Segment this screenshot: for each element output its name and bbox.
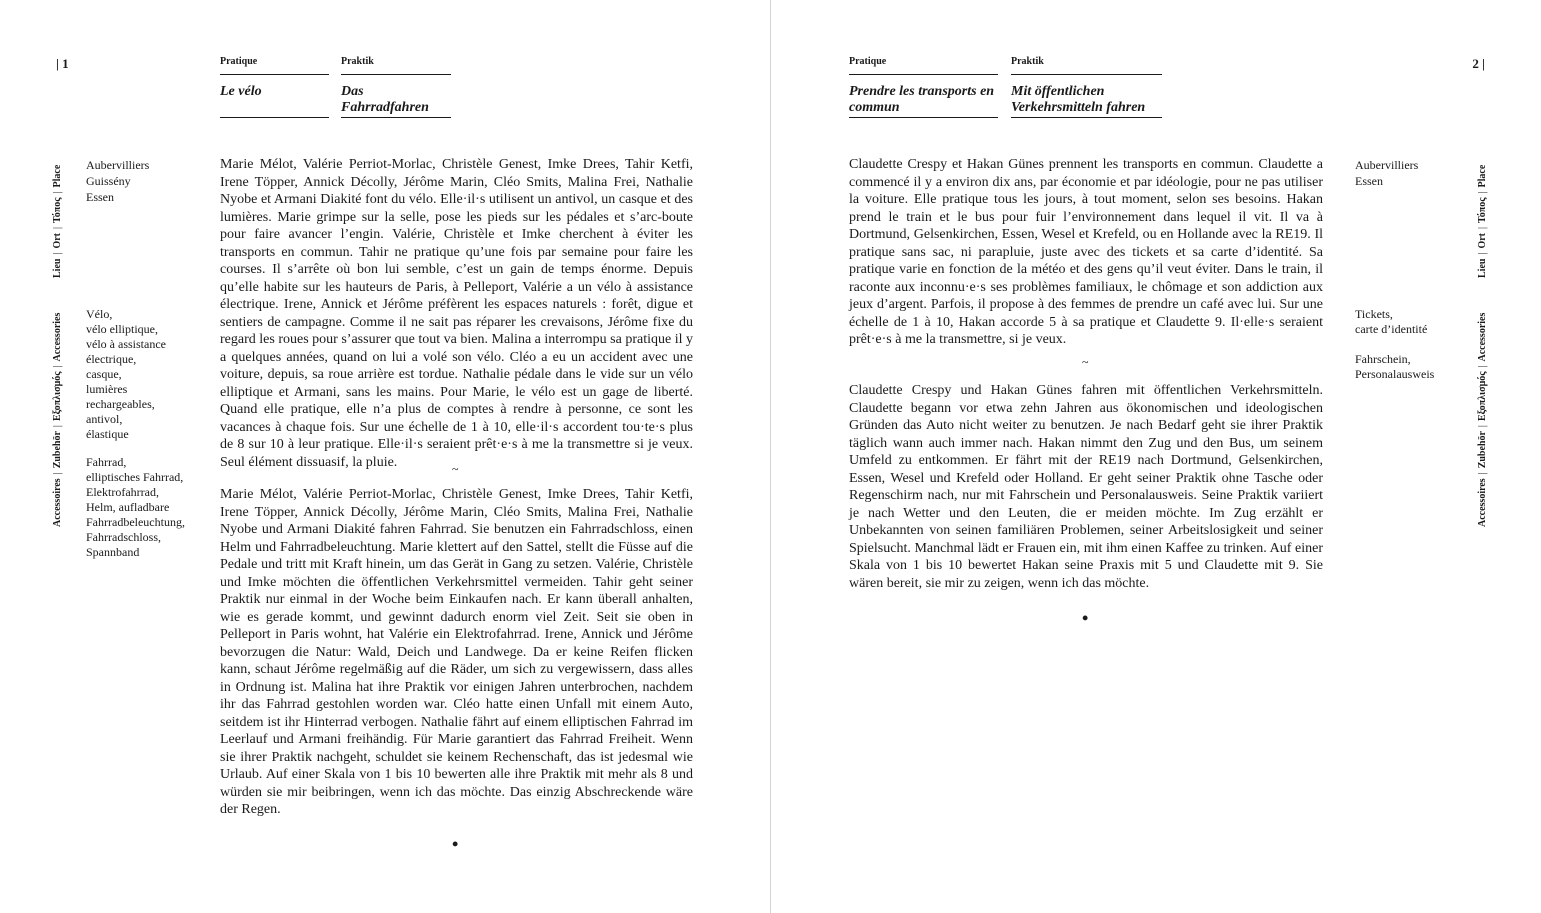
list-item: Personalausweis xyxy=(1355,367,1435,381)
practice-title: Prendre les transports en commun xyxy=(849,84,995,115)
list-item: Spannband xyxy=(86,545,140,559)
section-separator: ~ xyxy=(1082,355,1089,369)
list-item: Guissény xyxy=(86,174,131,188)
header-col-de xyxy=(1011,56,1162,118)
list-item: Tickets, xyxy=(1355,307,1393,321)
accessories-list-fr xyxy=(1355,307,1427,337)
practice-title: Mit öffentlichen Verkehrsmitteln fahren xyxy=(1011,84,1146,115)
list-item: Aubervilliers xyxy=(86,158,150,172)
header-rule xyxy=(1011,117,1162,118)
practice-title: Das Fahrradfahren xyxy=(341,84,429,115)
body-text-fr: Claudette Crespy et Hakan Günes prennent les transports en commun. Claudette a commencé il y a environ dix ans, par économie et par idéologie, pour ne pas utiliser la voiture. Elle pratique tous les jours, à tout moment, selon ses besoins. Hakan prend le train et le bus pour fuir l’environnement dans lequel il vit. Il va à Dortmund, Gelsenkirchen, Essen, Wesel et Krefeld, ou en Hollande avec la RE19. Il pratique sans sac, ni parapluie, juste avec des tickets et sa carte d’identité. Sa pratique varie en fonction de la météo et des gens qu’il veut éviter. Dans le train, il raconte aux inconnu·e·s ses problèmes familiaux, le chômage et son addiction aux jeux d’argent. Parfois, il propose à des femmes de prendre un café avec lui. Sur une échelle de 1 à 10, Hakan accorde 5 à sa pratique et Claudette 9. Il·elle·s seraient prêt·e·s à me la transmettre, si je veux. xyxy=(849,157,1323,347)
body-text-fr: Marie Mélot, Valérie Perriot-Morlac, Christèle Genest, Imke Drees, Tahir Ketfi, Irene Töpper, Annick Décolly, Jérôme Marin, Cléo Smits, Malina Frei, Nathalie Nyobe et Armani Diakité font du vélo. Elle·il·s utilisent un antivol, un casque et des lumières. Marie grimpe sur la selle, pose les pieds sur les pédales et s’arc-boute pour faire avancer l’engin. Valérie, Christèle et Imke cherchent à éviter les transports en commun. Tahir ne pratique qu’une fois par semaine pour faire les courses. Il s’arrête où bon lui semble, c’est un gain de temps énorme. Depuis qu’elle habite sur les hauteurs de Paris, à Pelleport, Valérie a un vélo à assistance électrique. Irene, Annick et Jérôme préfèrent les espaces naturels : forêt, digue et sentiers de campagne. Comme il ne sait pas réparer les crevaisons, Jérôme fixe du regard les roues pour s’assurer que tout va bien. Malina a interrompu sa pratique il y a quelques années, quand on lui a volé son vélo. Cléo a eu un accident avec une voiture, depuis, sa roue arrière est tordue. Nathalie pédale dans le vide sur un vélo elliptique et Armani, sans les mains. Pour Marie, le vélo est un gage de liberté. Quand elle pratique, elle n’a plus de comptes à rendre à personne, ce sont les vacances à chaque fois. Sur une échelle de 1 à 10, elle·il·s accordent tou·te·s plus de 8 sur 10 à leur pratique. Elle·il·s seraient prêt·e·s à me la transmettre si je veux. Seul élément dissuasif, la pluie. xyxy=(220,157,693,470)
page-number: 2 | xyxy=(1472,56,1485,71)
list-item: casque, xyxy=(86,367,122,381)
vertical-label-accessories: Accessoires|Zubehör|Εξοπλισμός|Accessories xyxy=(1477,312,1488,527)
list-item: carte d’identité xyxy=(1355,322,1428,336)
list-item: lumières xyxy=(86,382,128,396)
list-item: Elektrofahrrad, xyxy=(86,485,159,499)
right-page xyxy=(771,0,1541,913)
list-item: Fahrrad, xyxy=(86,455,127,469)
places-list xyxy=(86,157,149,205)
end-mark: • xyxy=(1082,608,1089,628)
places-list xyxy=(1355,157,1418,189)
list-item: Helm, aufladbare xyxy=(86,500,170,514)
vertical-label-place: Lieu|Ort|Τόπος|Place xyxy=(52,164,63,278)
list-item: antivol, xyxy=(86,412,123,426)
list-item: Aubervilliers xyxy=(1355,158,1419,172)
list-item: Fahrschein, xyxy=(1355,352,1411,366)
accessories-list-fr xyxy=(86,307,166,442)
section-separator: ~ xyxy=(452,462,459,476)
list-item: Vélo, xyxy=(86,307,113,321)
header-col-fr xyxy=(849,56,998,118)
header-label: Praktik xyxy=(1011,56,1044,67)
list-item: vélo elliptique, xyxy=(86,322,158,336)
list-item: élastique xyxy=(86,427,129,441)
vertical-label-accessories: Accessoires|Zubehör|Εξοπλισμός|Accessories xyxy=(52,312,63,527)
left-page xyxy=(0,0,770,913)
accessories-list-de xyxy=(86,455,185,560)
header-label: Pratique xyxy=(220,56,258,67)
header-col-fr xyxy=(220,56,329,118)
body-text-de: Claudette Crespy und Hakan Günes fahren mit öffentlichen Verkehrsmitteln. Claudette begann vor etwa zehn Jahren aus ökonomischen und ideologischen Gründen das Auto nicht weiter zu benutzen. Je nach Bedarf geht sie ihrer Praktik täglich wann auch immer nach. Hakan nimmt den Zug und den Bus, um seinem Umfeld zu entkommen. Er fährt mit der RE19 nach Dortmund, Gelsenkirchen, Essen, Wesel und Krefeld oder Holland. Er geht seiner Praktik ohne Tasche oder Regenschirm nach, nur mit Fahrschein und Personalausweis. Seine Praktik variiert je nach Wetter und den Leuten, die er meiden möchte. Im Zug erzählt er Unbekannten von seinen familiären Problemen, seiner Arbeitslosigkeit und seiner Spielsucht. Manchmal lädt er Frauen ein, mit ihm einen Kaffee zu trinken. Auf einer Skala von 1 bis 10 bewertet Hakan seine Praxis mit 5 und Claudette mit 9. Sie wären bereit, sie mir zu zeigen, wenn ich das möchte. xyxy=(849,383,1323,591)
list-item: Essen xyxy=(1355,174,1383,188)
list-item: rechargeables, xyxy=(86,397,155,411)
list-item: elliptisches Fahrrad, xyxy=(86,470,184,484)
list-item: vélo à assistance xyxy=(86,337,166,351)
list-item: Fahrradbeleuchtung, xyxy=(86,515,185,529)
list-item: Fahrradschloss, xyxy=(86,530,161,544)
list-item: électrique, xyxy=(86,352,137,366)
list-item: Essen xyxy=(86,190,114,204)
header-rule xyxy=(849,117,998,118)
end-mark: • xyxy=(452,834,459,854)
practice-title: Le vélo xyxy=(220,84,262,99)
header-label: Praktik xyxy=(341,56,374,67)
header-rule xyxy=(220,117,329,118)
vertical-label-place: Lieu|Ort|Τόπος|Place xyxy=(1477,164,1488,278)
header-rule xyxy=(341,117,451,118)
header-col-de xyxy=(341,56,451,118)
body-text-de: Marie Mélot, Valérie Perriot-Morlac, Christèle Genest, Imke Drees, Tahir Ketfi, Irene Töpper, Annick Décolly, Jérôme Marin, Cléo Smits, Malina Frei, Nathalie Nyobe und Armani Diakité fahren Fahrrad. Sie benutzen ein Fahrradschloss, einen Helm und Fahrradbeleuchtung. Marie klettert auf den Sattel, stellt die Füsse auf die Pedale und tritt mit Kraft hinein, um das Gerät in Gang zu setzen. Valérie, Christèle und Imke möchten die öffentlichen Verkehrsmittel vermeiden. Tahir geht seiner Praktik nur einmal in der Woche beim Einkaufen nach. Er kann überall anhalten, wie es gerade kommt, und gewinnt dadurch enorm viel Zeit. Seit sie oben in Pelleport in Paris wohnt, hat Valérie ein Elektrofahrrad. Irene, Annick und Jérôme bevorzugen die Natur: Wald, Deich und Landwege. Da er keine Reifen flicken kann, schaut Jérôme regelmäßig auf die Räder, um sich zu vergewissern, dass alles in Ordnung ist. Malina hat ihre Praktik vor einigen Jahren unterbrochen, nachdem ihr das Fahrrad gestohlen worden war. Cléo hatte einen Unfall mit einem Auto, seitdem ist ihr Hinterrad verbogen. Nathalie fährt auf einem elliptischen Fahrrad im Leerlauf und Armani freihändig. Für Marie garantiert das Fahrrad Freiheit. Wenn sie ihrer Praktik nachgeht, schuldet sie keinem Rechenschaft, das ist jedesmal wie Urlaub. Auf einer Skala von 1 bis 10 bewerten alle ihre Praktik mit mehr als 8 und würden sie mir beibringen, wenn ich das möchte. Das einzig Abschreckende wäre der Regen. xyxy=(220,487,693,817)
header-label: Pratique xyxy=(849,56,887,67)
accessories-list-de xyxy=(1355,352,1434,382)
page-number: | 1 xyxy=(56,56,69,71)
